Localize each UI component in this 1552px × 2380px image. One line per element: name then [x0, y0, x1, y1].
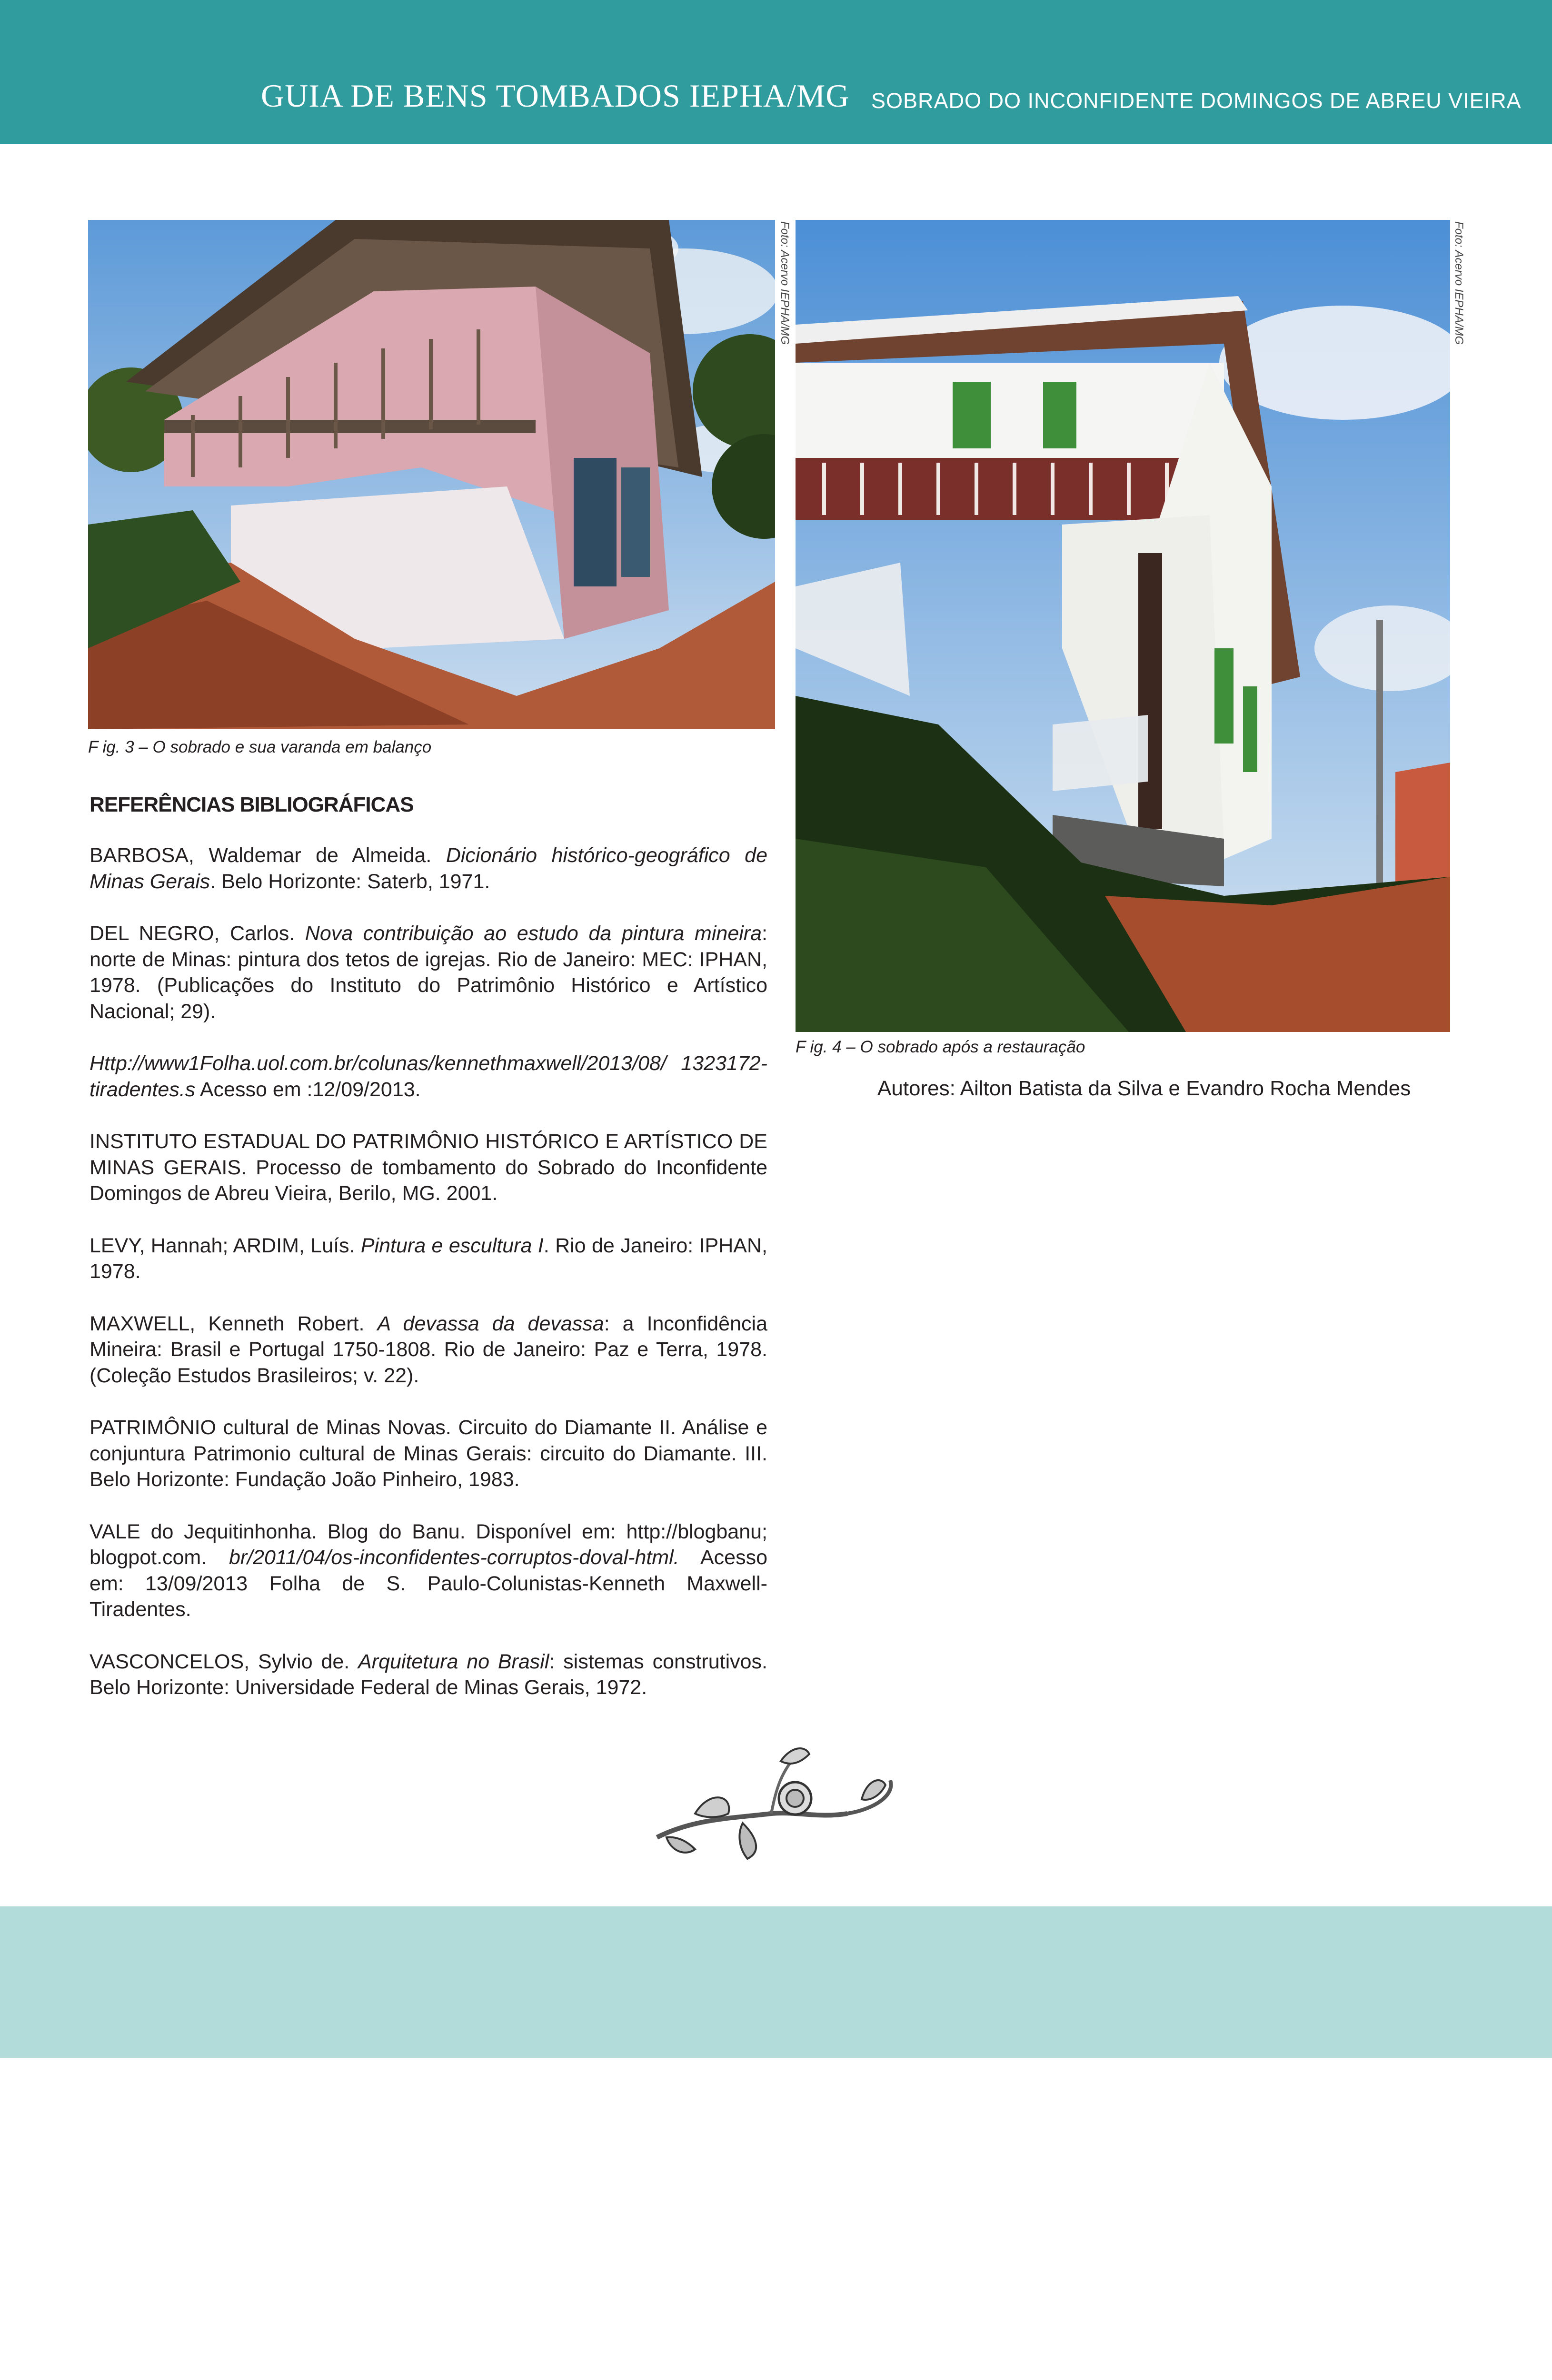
photo-old-sobrado — [88, 220, 775, 729]
photo-credit: Foto: Acervo IEPHA/MG — [778, 221, 791, 345]
reference-item: VALE do Jequitinhonha. Blog do Banu. Disponível em: http://blogbanu; blogpot.com. br/2011/04/os-inconfidentes-corruptos-doval-html. Acesso em: 13/09/2013 Folha de S. Paulo-Colunistas-Kenneth Maxwell-Tiradentes. — [90, 1520, 767, 1621]
reference-item: BARBOSA, Waldemar de Almeida. Dicionário histórico-geográfico de Minas Gerais. Belo Horizonte: Saterb, 1971. — [90, 844, 768, 893]
rose-ornament-icon — [638, 1742, 924, 1866]
reference-item: Http://www1Folha.uol.com.br/colunas/kennethmaxwell/2013/08/ 1323172-tiradentes.s Acesso em :12/09/2013. — [90, 1052, 767, 1101]
reference-item: PATRIMÔNIO cultural de Minas Novas. Circuito do Diamante II. Análise e conjuntura Patrimonio cultural de Minas Gerais: circuito do Diamante. III. Belo Horizonte: Fundação João Pinheiro, 1983. — [90, 1416, 767, 1491]
guide-title: GUIA DE BENS TOMBADOS IEPHA/MG — [261, 78, 850, 114]
reference-item: VASCONCELOS, Sylvio de. Arquitetura no Brasil: sistemas construtivos. Belo Horizonte: Universidade Federal de Minas Gerais, 1972. — [90, 1650, 767, 1699]
section-title: SOBRADO DO INCONFIDENTE DOMINGOS DE ABREU VIEIRA — [871, 89, 1522, 113]
photo-restored-sobrado — [796, 220, 1450, 1032]
figure-caption: F ig. 3 – O sobrado e sua varanda em balanço — [88, 738, 432, 756]
references-list — [90, 843, 767, 1727]
header-band — [0, 0, 1552, 144]
references-heading: REFERÊNCIAS BIBLIOGRÁFICAS — [90, 793, 414, 816]
reference-item: DEL NEGRO, Carlos. Nova contribuição ao estudo da pintura mineira: norte de Minas: pintura dos tetos de igrejas. Rio de Janeiro: MEC: IPHAN, 1978. (Publicações do Instituto do Patrimônio Histórico e Artístico Nacional; 29). — [90, 922, 767, 1023]
reference-item: LEVY, Hannah; ARDIM, Luís. Pintura e escultura I. Rio de Janeiro: IPHAN, 1978. — [90, 1234, 767, 1283]
reference-item: INSTITUTO ESTADUAL DO PATRIMÔNIO HISTÓRICO E ARTÍSTICO DE MINAS GERAIS. Processo de tombamento do Sobrado do Inconfidente Domingos de Abreu Vieira, Berilo, MG. 2001. — [90, 1130, 767, 1205]
figure-caption: F ig. 4 – O sobrado após a restauração — [796, 1038, 1085, 1056]
photo-credit: Foto: Acervo IEPHA/MG — [1453, 221, 1465, 345]
footer-band — [0, 1906, 1552, 2058]
reference-item: MAXWELL, Kenneth Robert. A devassa da devassa: a Inconfidência Mineira: Brasil e Portugal 1750-1808. Rio de Janeiro: Paz e Terra, 1978. (Coleção Estudos Brasileiros; v. 22). — [90, 1312, 767, 1387]
authors-line: Autores: Ailton Batista da Silva e Evandro Rocha Mendes — [877, 1077, 1411, 1100]
